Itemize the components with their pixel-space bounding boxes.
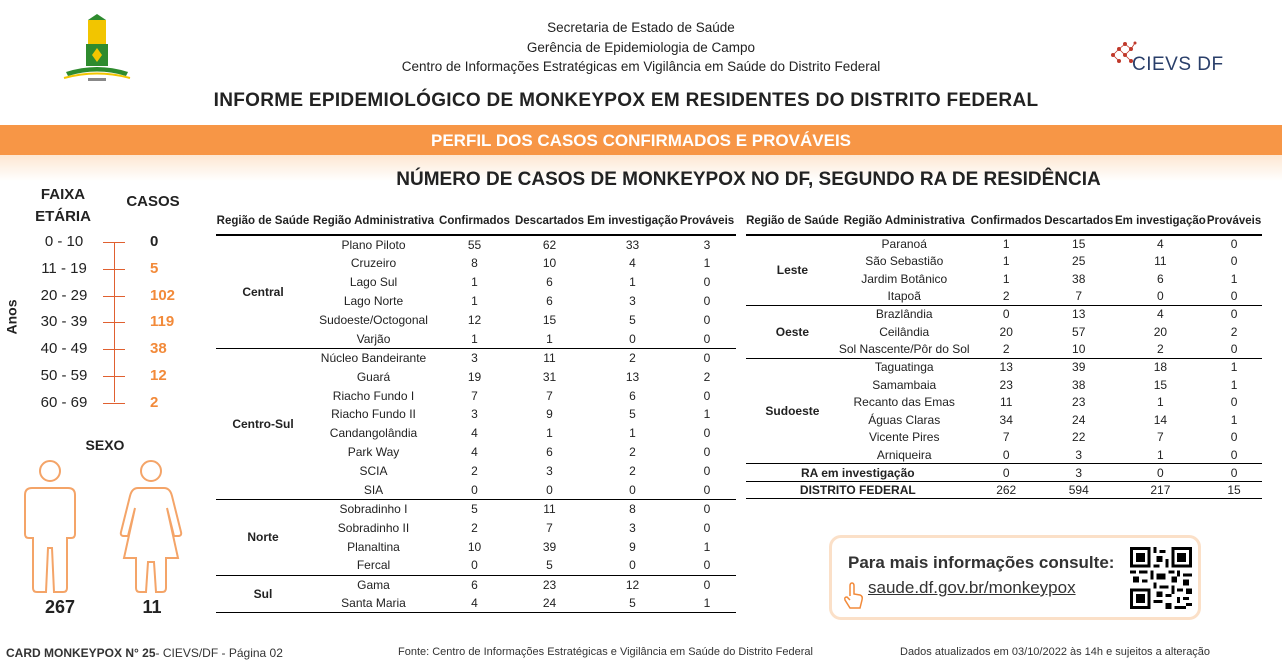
female-figure-icon (116, 458, 186, 594)
age-range: 0 - 10 (44, 233, 84, 250)
cell-value: 7 (1002, 430, 1010, 445)
cell-value: 7 (546, 520, 553, 535)
age-row (30, 260, 180, 280)
cell-value: 2 (1230, 324, 1238, 339)
cell-value: 1 (1230, 271, 1238, 286)
cell-value: 5 (471, 502, 478, 517)
column-header: Prováveis (678, 208, 736, 235)
admin-region: Candangolândia (329, 426, 418, 441)
table-subtitle: NÚMERO DE CASOS DE MONKEYPOX NO DF, SEGUNDO RA DE RESIDÊNCIA (396, 169, 1101, 190)
column-header: Região Administrativa (310, 208, 437, 235)
cell-value: 0 (703, 502, 711, 517)
cell-value: 57 (1072, 324, 1086, 339)
cell-value: 1 (1002, 237, 1010, 252)
cell-value: 33 (625, 237, 640, 252)
cell-value: 7 (546, 388, 553, 403)
total-value: 594 (1043, 481, 1115, 499)
total-value: 0 (1115, 464, 1206, 482)
health-region: Oeste (775, 324, 810, 339)
cell-value: 25 (1072, 254, 1086, 269)
age-row (30, 367, 180, 387)
male-figure-icon (22, 458, 78, 594)
column-header: Descartados (1043, 208, 1115, 235)
region-group (746, 305, 1262, 358)
cell-value: 0 (1230, 342, 1238, 357)
cell-value: 4 (629, 256, 636, 271)
total-value: 0 (1206, 464, 1262, 482)
cell-value: 39 (1072, 360, 1086, 375)
footer-card (6, 646, 283, 660)
cell-value: 22 (1072, 430, 1086, 445)
cell-value: 3 (471, 351, 478, 366)
cell-value: 1 (629, 426, 636, 441)
section-band-label: PERFIL DOS CASOS CONFIRMADOS E PROVÁVEIS (430, 131, 852, 150)
cell-value: 3 (629, 294, 636, 309)
admin-region: Sobradinho I (339, 502, 408, 517)
cell-value: 0 (703, 464, 711, 479)
cell-value: 2 (629, 464, 636, 479)
cell-value: 5 (629, 596, 636, 611)
age-cases: 0 (150, 233, 159, 250)
column-header: Confirmados (437, 208, 512, 235)
cell-value: 13 (999, 360, 1013, 375)
cell-value: 11 (543, 351, 556, 366)
cell-value: 0 (703, 313, 711, 327)
cell-value: 15 (1072, 237, 1086, 252)
admin-region: Park Way (347, 445, 400, 460)
cell-value: 15 (542, 313, 557, 327)
cell-value: 0 (1230, 447, 1238, 462)
admin-region: Paranoá (881, 237, 927, 252)
section-band (0, 125, 1282, 155)
cell-value: 0 (703, 445, 711, 460)
totals (746, 464, 1262, 499)
total-label: DISTRITO FEDERAL (746, 481, 970, 499)
cell-value: 19 (467, 369, 482, 384)
cell-value: 1 (471, 331, 478, 346)
cell-value: 0 (703, 294, 711, 309)
admin-region: Águas Claras (868, 412, 941, 427)
age-row (30, 313, 180, 333)
cell-value: 0 (703, 426, 711, 441)
admin-region: Varjão (356, 331, 391, 346)
left-table (216, 208, 736, 613)
footer-card-bold: CARD MONKEYPOX N° 25 (6, 646, 156, 660)
cell-value: 39 (542, 539, 557, 554)
health-region: Norte (247, 530, 279, 545)
pointer-hand-icon (842, 582, 864, 610)
age-tick (103, 242, 125, 243)
table-row (216, 235, 736, 254)
footer-card-rest: - CIEVS/DF - Página 02 (155, 646, 283, 660)
cell-value: 14 (1153, 412, 1168, 427)
cell-value: 3 (546, 464, 553, 479)
total-row (746, 464, 1262, 482)
info-text: Para mais informações consulte: (848, 553, 1115, 572)
age-range: 30 - 39 (40, 313, 88, 331)
admin-region: Sudoeste/Octogonal (319, 313, 428, 327)
admin-region: Jardim Botânico (861, 271, 948, 286)
cell-value: 0 (1230, 254, 1238, 269)
cell-value: 23 (999, 377, 1013, 392)
age-row (30, 340, 180, 360)
admin-region: SIA (363, 482, 384, 497)
total-value: 0 (970, 464, 1043, 482)
cell-value: 38 (1072, 271, 1086, 286)
cell-value: 1 (1157, 447, 1164, 462)
cell-value: 4 (1157, 237, 1164, 252)
cell-value: 0 (703, 351, 711, 366)
admin-region: Riacho Fundo I (332, 388, 415, 403)
age-axis-label: Anos (3, 299, 20, 335)
admin-region: Gama (357, 577, 390, 592)
cell-value: 1 (1002, 271, 1010, 286)
cell-value: 62 (542, 237, 557, 252)
cell-value: 7 (1157, 430, 1164, 445)
admin-region: Vicente Pires (868, 430, 940, 445)
cell-value: 11 (999, 395, 1013, 410)
cievs-logo (1108, 40, 1228, 80)
cell-value: 0 (703, 275, 711, 290)
region-group (216, 235, 736, 348)
cell-value: 2 (1002, 342, 1010, 357)
table-row (216, 348, 736, 367)
cell-value: 10 (1072, 342, 1086, 357)
cell-value: 24 (1072, 412, 1086, 427)
cell-value: 0 (546, 482, 553, 497)
cell-value: 0 (703, 482, 711, 497)
cell-value: 3 (629, 520, 636, 535)
column-header: Região de Saúde (216, 208, 310, 235)
cell-value: 1 (1230, 412, 1238, 427)
cell-value: 0 (703, 388, 711, 403)
health-region: Leste (776, 263, 809, 278)
male-count: 267 (44, 597, 76, 617)
column-header: Região Administrativa (839, 208, 970, 235)
cell-value: 0 (1230, 237, 1238, 252)
age-tick (103, 322, 125, 323)
age-cases: 5 (150, 259, 159, 277)
age-cases: 2 (150, 393, 159, 411)
age-cases: 38 (150, 340, 167, 358)
region-group (216, 575, 736, 613)
age-tick (103, 376, 125, 377)
age-tick (103, 269, 125, 270)
age-header-faixa-line2: ETÁRIA (35, 208, 91, 225)
cell-value: 0 (471, 482, 478, 497)
cell-value: 2 (471, 520, 478, 535)
cell-value: 1 (629, 275, 636, 290)
cievs-brand: CIEVS DF (1132, 54, 1224, 75)
cell-value: 12 (625, 577, 640, 592)
admin-region: Núcleo Bandeirante (320, 351, 427, 366)
cell-value: 0 (629, 558, 636, 573)
health-region: Centro-Sul (232, 416, 294, 431)
right-table (746, 208, 1262, 499)
header-line-3: Centro de Informações Estratégicas em Vigilância em Saúde do Distrito Federal (401, 59, 881, 74)
age-range: 50 - 59 (40, 367, 88, 384)
cell-value: 20 (999, 324, 1013, 339)
admin-region: Riacho Fundo II (331, 407, 416, 422)
table-row (216, 575, 736, 594)
health-region: Sudoeste (765, 403, 820, 418)
cell-value: 0 (1230, 307, 1238, 322)
cell-value: 4 (471, 426, 478, 441)
health-region: Central (242, 284, 284, 299)
cell-value: 0 (703, 577, 711, 592)
region-group (216, 348, 736, 499)
total-value: 217 (1115, 481, 1206, 499)
cell-value: 13 (1072, 307, 1086, 322)
cell-value: 7 (1075, 289, 1083, 304)
admin-region: Lago Sul (349, 275, 398, 290)
cell-value: 2 (1157, 342, 1164, 357)
cell-value: 1 (703, 256, 711, 271)
cell-value: 11 (1154, 254, 1167, 269)
cell-value: 0 (703, 520, 711, 535)
cell-value: 3 (471, 407, 478, 422)
cell-value: 4 (1157, 307, 1164, 322)
region-group (216, 499, 736, 575)
cell-value: 2 (1002, 289, 1010, 304)
health-region: Sul (253, 586, 273, 601)
cell-value: 8 (471, 256, 478, 271)
region-group (746, 358, 1262, 464)
age-range: 40 - 49 (40, 340, 88, 358)
cell-value: 23 (542, 577, 557, 592)
cell-value: 5 (629, 313, 636, 327)
admin-region: Sol Nascente/Pôr do Sol (838, 342, 970, 357)
admin-region: Sobradinho II (337, 520, 410, 535)
cell-value: 6 (546, 294, 553, 309)
cell-value: 7 (471, 388, 478, 403)
table-row (746, 305, 1262, 323)
age-cases: 12 (150, 367, 167, 384)
age-row (30, 287, 180, 307)
cell-value: 0 (1230, 395, 1238, 410)
cell-value: 0 (629, 331, 636, 346)
cell-value: 1 (703, 407, 711, 422)
qr-code-icon (1130, 547, 1192, 609)
cell-value: 2 (703, 369, 711, 384)
cell-value: 0 (629, 482, 636, 497)
age-range: 20 - 29 (40, 286, 88, 304)
cell-value: 18 (1153, 360, 1168, 375)
column-header: Em investigação (587, 208, 678, 235)
admin-region: Santa Maria (341, 596, 406, 611)
total-value: 3 (1043, 464, 1115, 482)
admin-region: Lago Norte (343, 294, 404, 309)
cell-value: 0 (1157, 289, 1164, 304)
header-line-2: Gerência de Epidemiologia de Campo (526, 40, 756, 55)
cell-value: 1 (1230, 360, 1238, 375)
table-row (746, 358, 1262, 376)
cell-value: 15 (1153, 377, 1168, 392)
admin-region: Arniqueira (876, 447, 932, 462)
admin-region: Recanto das Emas (853, 395, 955, 410)
cell-value: 4 (471, 596, 478, 611)
admin-region: São Sebastião (865, 254, 944, 269)
cell-value: 2 (629, 351, 636, 366)
cell-value: 1 (546, 331, 553, 346)
column-header: Prováveis (1206, 208, 1262, 235)
admin-region: Samambaia (872, 377, 937, 392)
cell-value: 3 (1075, 447, 1083, 462)
column-header: Descartados (512, 208, 587, 235)
cell-value: 6 (471, 577, 478, 592)
cell-value: 55 (467, 237, 482, 252)
age-row (30, 233, 180, 253)
cell-value: 1 (703, 596, 711, 611)
cell-value: 1 (1002, 254, 1010, 269)
cell-value: 9 (629, 539, 636, 554)
cell-value: 13 (625, 369, 640, 384)
age-cases: 119 (150, 313, 175, 331)
cell-value: 5 (629, 407, 636, 422)
cell-value: 12 (467, 313, 482, 327)
cell-value: 0 (471, 558, 478, 573)
cell-value: 6 (1157, 271, 1164, 286)
cell-value: 8 (629, 502, 636, 517)
column-header: Confirmados (970, 208, 1043, 235)
age-tick (103, 349, 125, 350)
cell-value: 1 (1230, 377, 1238, 392)
cell-value: 0 (703, 331, 711, 346)
cell-value: 0 (1230, 430, 1238, 445)
cell-value: 10 (542, 256, 557, 271)
admin-region: Ceilândia (879, 324, 930, 339)
table-row (216, 499, 736, 518)
cell-value: 4 (471, 445, 478, 460)
cell-value: 1 (471, 294, 478, 309)
age-cases: 102 (150, 286, 176, 304)
cell-value: 11 (543, 502, 556, 517)
region-group (746, 235, 1262, 305)
cell-value: 24 (542, 596, 557, 611)
admin-region: Itapoã (887, 289, 921, 304)
age-header-casos: CASOS (126, 193, 180, 210)
admin-region: Guará (356, 369, 391, 384)
cell-value: 3 (703, 237, 711, 252)
sex-label: SEXO (85, 437, 125, 453)
total-label: RA em investigação (746, 464, 970, 482)
cell-value: 0 (703, 558, 711, 573)
female-count: 11 (142, 597, 162, 617)
cell-value: 0 (1230, 289, 1238, 304)
cell-value: 2 (471, 464, 478, 479)
header-line-1: Secretaria de Estado de Saúde (547, 20, 735, 35)
age-tick (103, 296, 125, 297)
cell-value: 20 (1153, 324, 1168, 339)
age-range: 60 - 69 (40, 393, 88, 411)
cell-value: 6 (546, 275, 553, 290)
info-box (829, 535, 1201, 620)
total-row (746, 481, 1262, 499)
cell-value: 23 (1072, 395, 1086, 410)
cell-value: 1 (1157, 395, 1164, 410)
column-header: Região de Saúde (746, 208, 839, 235)
cell-value: 10 (467, 539, 482, 554)
age-tick (103, 403, 125, 404)
admin-region: Brazlândia (875, 307, 933, 322)
age-header-faixa (28, 184, 98, 228)
cell-value: 6 (629, 388, 636, 403)
column-header: Em investigação (1115, 208, 1206, 235)
page-title: INFORME EPIDEMIOLÓGICO DE MONKEYPOX EM RESIDENTES DO DISTRITO FEDERAL (213, 90, 1039, 111)
footer-updated: Dados atualizados em 03/10/2022 às 14h e sujeitos a alteração (900, 646, 1211, 658)
admin-region: Cruzeiro (350, 256, 397, 271)
cell-value: 1 (471, 275, 478, 290)
footer-source: Fonte: Centro de Informações Estratégicas e Vigilância em Saúde do Distrito Federal (398, 646, 813, 658)
cell-value: 0 (1002, 447, 1010, 462)
total-value: 15 (1206, 481, 1262, 499)
total-value: 262 (970, 481, 1043, 499)
admin-region: Fercal (356, 558, 391, 573)
cell-value: 38 (1072, 377, 1086, 392)
cell-value: 1 (546, 426, 553, 441)
cell-value: 34 (999, 412, 1013, 427)
cell-value: 9 (546, 407, 553, 422)
table-row (746, 235, 1262, 253)
cell-value: 5 (546, 558, 553, 573)
cell-value: 0 (1002, 307, 1010, 322)
cell-value: 2 (629, 445, 636, 460)
cell-value: 6 (546, 445, 553, 460)
cell-value: 31 (542, 369, 557, 384)
cell-value: 1 (703, 539, 711, 554)
admin-region: Plano Piloto (341, 237, 406, 252)
admin-region: Planaltina (347, 539, 400, 554)
admin-region: SCIA (359, 464, 388, 479)
info-link[interactable]: saude.df.gov.br/monkeypox (868, 578, 1076, 597)
age-range: 11 - 19 (41, 259, 87, 277)
admin-region: Taguatinga (874, 360, 934, 375)
age-row (30, 394, 180, 414)
age-header-faixa-line1: FAIXA (40, 186, 86, 203)
